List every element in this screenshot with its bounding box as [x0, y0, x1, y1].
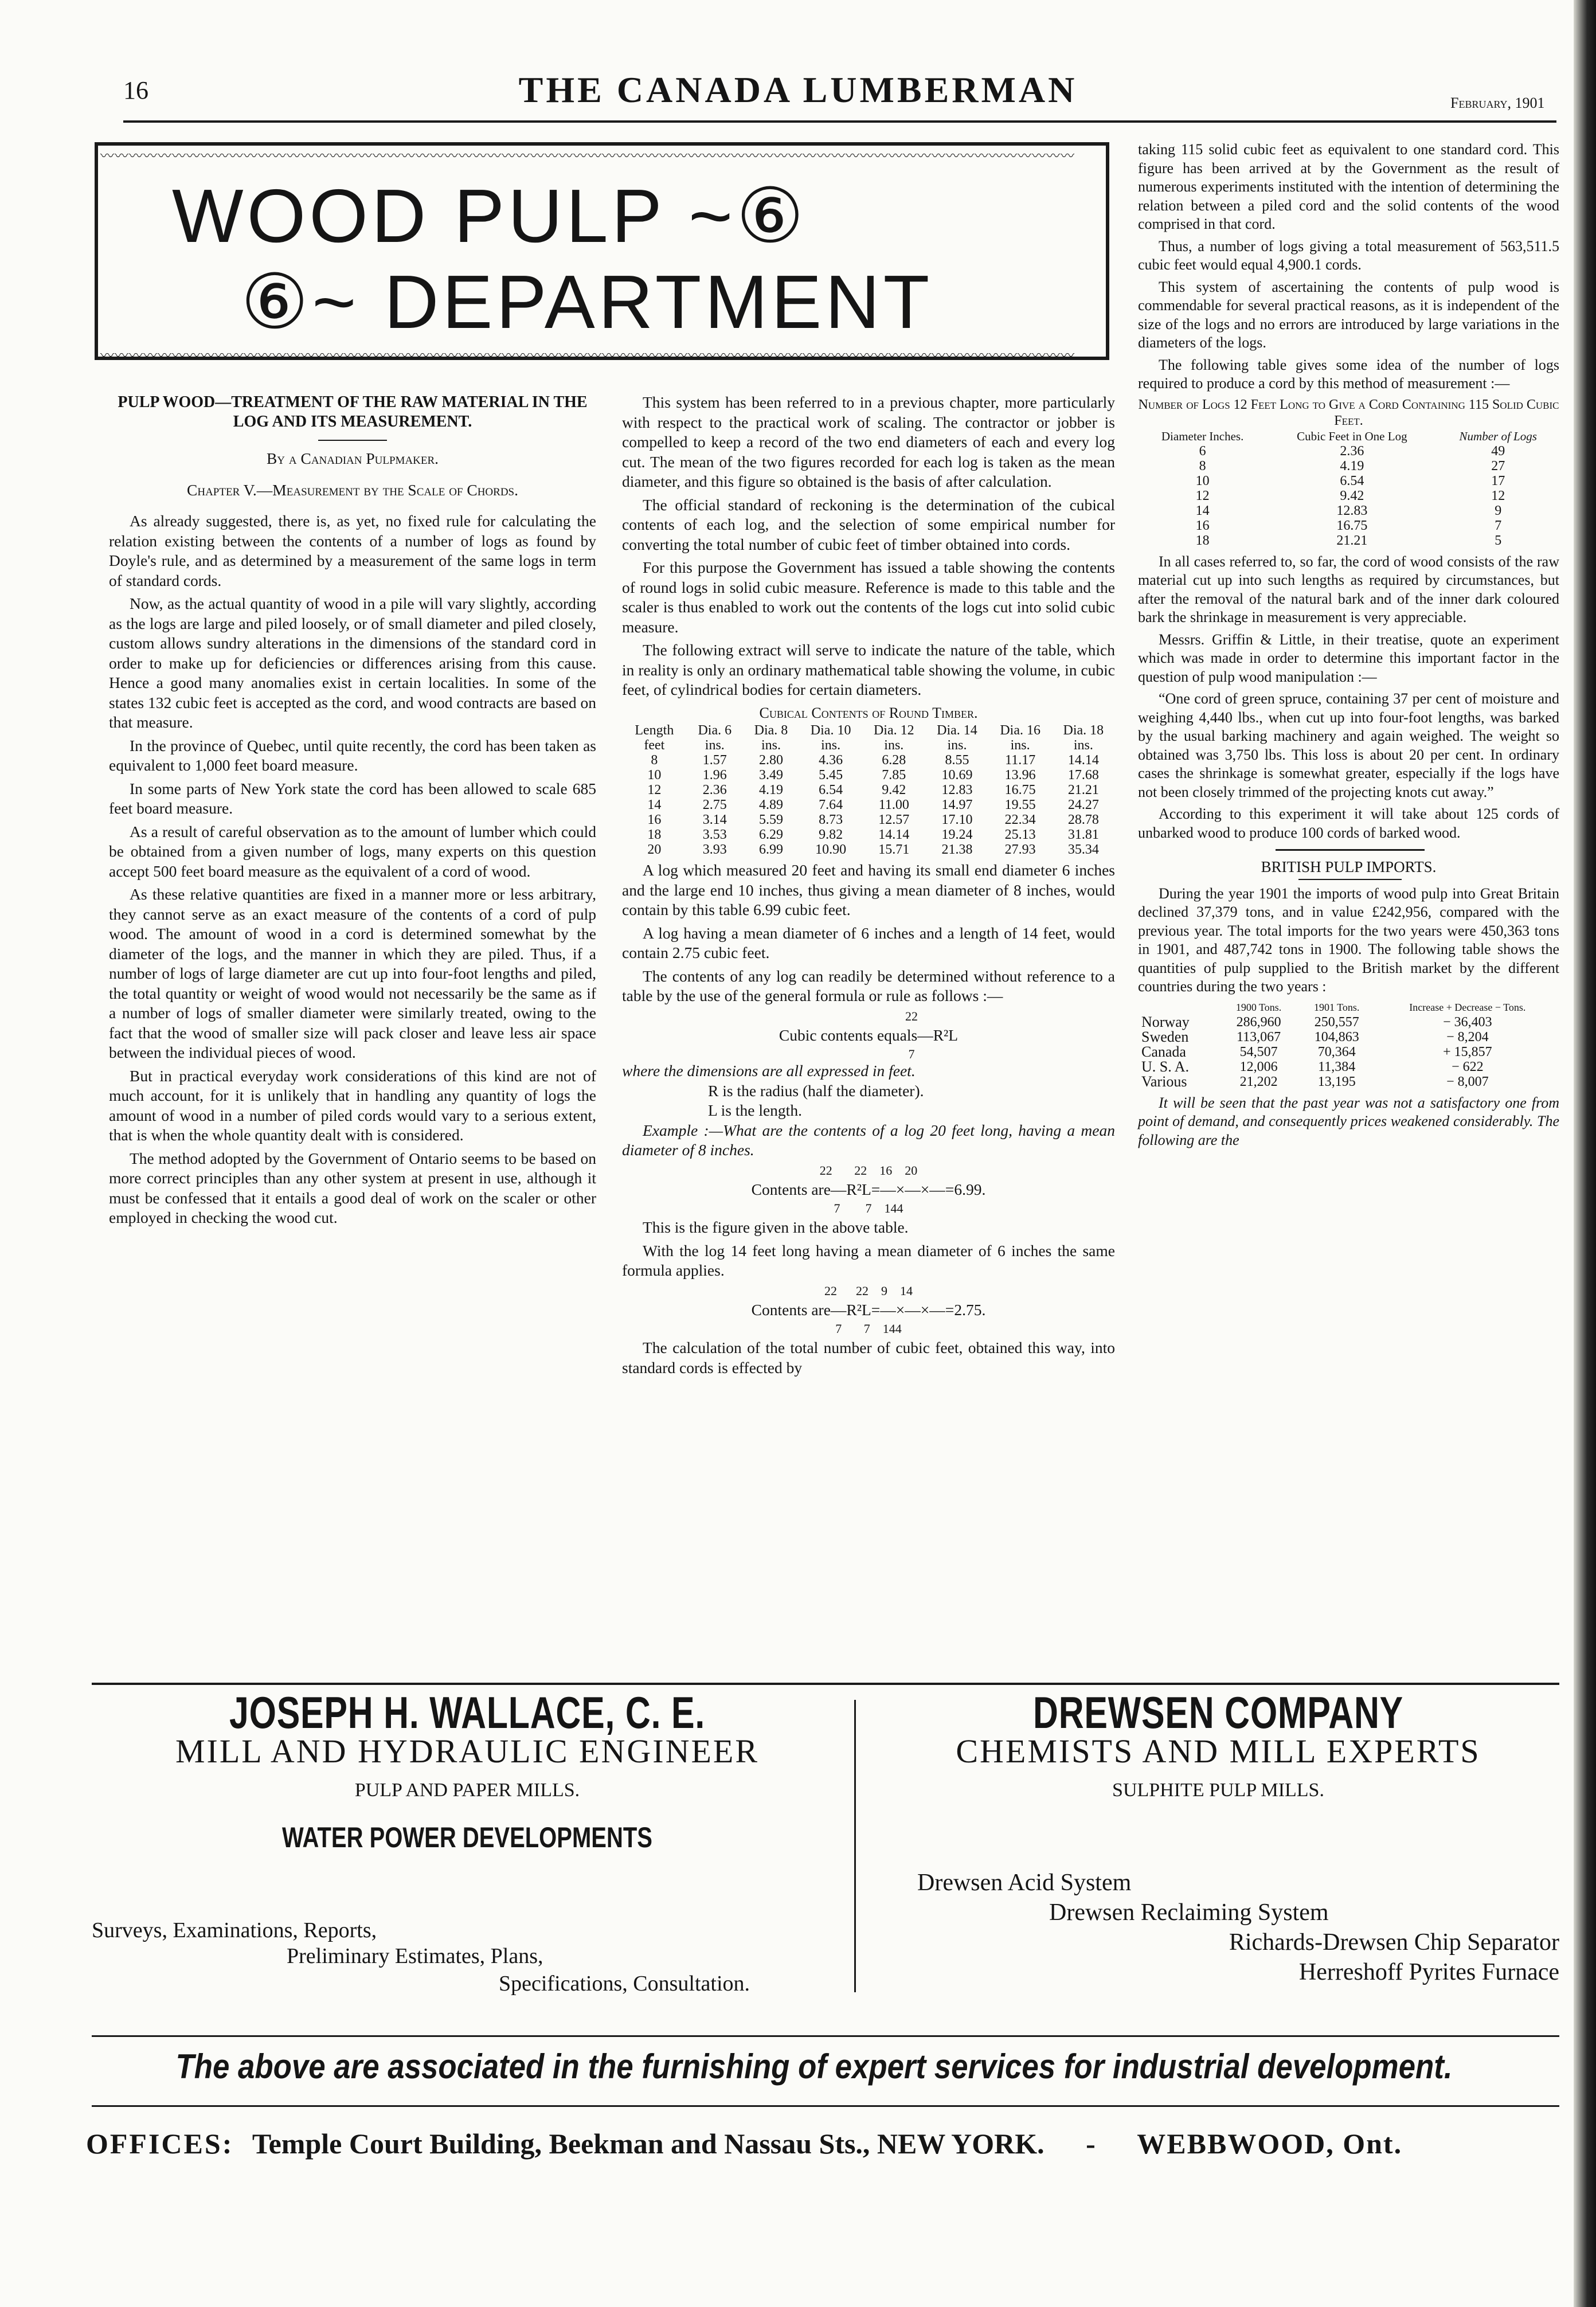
table-header: Dia. 8 ins. — [754, 723, 788, 753]
section-rule — [1276, 849, 1425, 851]
table-cell: U. S. A. — [1141, 1058, 1190, 1075]
table-cell: 12.83 — [1336, 503, 1368, 518]
tagline: The above are associated in the furnishing of expert services for industrial development. — [175, 2047, 1453, 2086]
table-row — [1138, 1045, 1559, 1059]
table-cell: 12.57 — [878, 812, 910, 827]
table-cell: 10.90 — [815, 842, 847, 857]
article-column-1 — [109, 393, 596, 1231]
paragraph: A log which measured 20 feet and having its small end diameter 6 inches and the large end 10 inches, thus giving a mean diameter of 8 inches, would contain by this table 6.99 cubic feet. — [622, 861, 1115, 918]
paragraph: Now, as the actual quantity of wood in a pile will vary slightly, according as the logs are large and piled loosely, or of small diameter and piled closely, custom allows sundry alterations in the dimensions of the standard cord in order to make up for deficiencies or differences arising from this cause. Hence a good many anomalies exist in certain localities. In some of the states 132 cubic feet is accepted as the cord, and wood contracts are based on that measure. — [109, 595, 596, 731]
table-cell: 18 — [1195, 533, 1210, 548]
table-row — [1138, 444, 1559, 459]
table-cell: − 622 — [1452, 1059, 1484, 1074]
paragraph: With the log 14 feet long having a mean diameter of 6 inches the same formula applies. — [622, 1241, 1115, 1279]
article-byline: By a Canadian Pulpmaker. — [266, 449, 439, 467]
table-header: Increase + Decrease − Tons. — [1409, 1001, 1526, 1013]
issue-date: February, 1901 — [1450, 95, 1545, 111]
paragraph: Thus, a number of logs giving a total measurement of 563,511.5 cubic feet would equal 4,900.1 cords. — [1138, 237, 1559, 273]
imports-table — [1138, 1000, 1559, 1089]
table-cell: Various — [1141, 1073, 1187, 1090]
paragraph: Messrs. Griffin & Little, in their treatise, quote an experiment which was made in order to determine this important factor in the question of pulp wood manipulation :— — [1138, 631, 1559, 685]
table-cell: 250,557 — [1314, 1014, 1359, 1030]
table-cell: 20 — [647, 842, 662, 857]
table-header: Dia. 12 ins. — [873, 723, 914, 753]
table-cell: 9 — [1495, 503, 1502, 518]
table-cell: 8 — [651, 753, 658, 768]
table-cell: 7 — [1495, 518, 1502, 533]
drewsen-service-2: Drewsen Reclaiming System — [1049, 1899, 1329, 1926]
table-row — [622, 753, 1115, 768]
table-cell: 4.19 — [1340, 458, 1364, 474]
table-header: Diameter Inches. — [1161, 429, 1244, 443]
table-cell: 6.29 — [758, 827, 783, 842]
paragraph: In some parts of New York state the cord has been allowed to scale 685 feet board measure. — [109, 779, 596, 817]
table-header: Dia. 16 ins. — [1000, 723, 1040, 753]
table-cell: 16.75 — [1004, 783, 1036, 797]
table-cell: 12 — [1491, 488, 1505, 503]
offices-separator: - — [1086, 2128, 1096, 2160]
table-row — [622, 768, 1115, 783]
banner-title-line1: WOOD PULP ~⑥ — [172, 174, 808, 258]
table-cell: 8.73 — [819, 812, 843, 827]
table-row — [622, 827, 1115, 842]
table-cell: 8.55 — [945, 753, 969, 768]
cubical-table-title: Cubical Contents of Round Timber. — [759, 704, 978, 721]
table-cell: 13.96 — [1004, 768, 1036, 783]
headline-rule — [318, 440, 387, 441]
paragraph: The following table gives some idea of the number of logs required to produce a cord by this method of measurement :— — [1138, 356, 1559, 392]
table-row — [622, 812, 1115, 827]
table-header: 1901 Tons. — [1313, 1001, 1360, 1013]
tagline-top-rule — [92, 2035, 1559, 2037]
paragraph: In all cases referred to, so far, the cord of wood consists of the raw material cut up into such lengths as required by circumstances, but after the removal of the natural bark and of the inner dark coloured bark the shrinkage in measurement is very appreciable. — [1138, 553, 1559, 625]
table-cell: 27.93 — [1004, 842, 1036, 857]
table-row — [1138, 533, 1559, 548]
table-cell: 16 — [1195, 518, 1210, 533]
table-cell: − 8,204 — [1446, 1029, 1489, 1045]
header-rule — [123, 120, 1556, 123]
formula-2-denominator: 7 7 144 — [834, 1201, 903, 1215]
table-cell: − 36,403 — [1443, 1014, 1492, 1030]
wallace-name: JOSEPH H. WALLACE, C. E. — [229, 1687, 706, 1738]
wallace-service-3: Specifications, Consultation. — [499, 1972, 750, 1996]
paragraph: This system of ascertaining the contents of pulp wood is commendable for several practical reasons, as it is independent of the size of the logs and no errors are introduced by large variations in the diameters of the logs. — [1138, 278, 1559, 351]
wallace-advertisement — [86, 1687, 848, 2001]
table-header: Length feet — [635, 723, 674, 753]
article-column-2 — [622, 393, 1115, 1381]
paragraph: “One cord of green spruce, containing 37 per cent of moisture and weighing 4,440 lbs., when cut up into four-foot lengths, was barked by the usual barking machinery and again weighed. The weight so obtained was 3,750 lbs. This loss is about 20 per cent. In ordinary cases the shrinkage is somewhat greater, especially if the logs have not been closely trimmed of the projecting knots cut away.” — [1138, 690, 1559, 800]
table-header — [1138, 1000, 1220, 1015]
paragraph: The calculation of the total number of cubic feet, obtained this way, into standard cords is effected by — [622, 1339, 1115, 1377]
table-cell: 16 — [647, 812, 662, 827]
formula-l-definition: L is the length. — [708, 1101, 802, 1119]
table-cell: 11,384 — [1318, 1059, 1356, 1074]
table-cell: 21.21 — [1336, 533, 1368, 548]
drewsen-subtitle: SULPHITE PULP MILLS. — [1112, 1780, 1324, 1801]
table-cell: 3.49 — [758, 768, 783, 783]
table-cell: 17 — [1491, 473, 1505, 488]
drewsen-service-1: Drewsen Acid System — [917, 1870, 1132, 1896]
table-header: 1900 Tons. — [1235, 1001, 1282, 1013]
table-cell: 6.99 — [758, 842, 783, 857]
article-column-3 — [1138, 140, 1559, 1153]
table-cell: 11.17 — [1005, 753, 1036, 768]
table-cell: 6.54 — [819, 783, 843, 797]
table-cell: 3.93 — [702, 842, 727, 857]
table-row — [1138, 503, 1559, 518]
table-cell: 5.59 — [758, 812, 783, 827]
banner-ornament-top: 〰〰〰〰〰〰〰〰〰〰〰〰〰〰〰〰〰〰〰〰〰〰〰〰〰〰〰〰〰〰〰〰〰〰〰〰〰〰〰〰〰〰〰〰〰〰〰〰〰〰〰〰〰〰〰〰〰〰〰〰〰〰〰〰〰〰〰〰 — [100, 149, 1075, 164]
table-cell: 15.71 — [878, 842, 910, 857]
table-cell: 17.68 — [1067, 768, 1099, 783]
table-row — [1138, 1030, 1559, 1045]
table-cell: 19.24 — [941, 827, 973, 842]
table-cell: 25.13 — [1004, 827, 1036, 842]
paragraph: It will be seen that the past year was not a satisfactory one from point of demand, and consequently prices weakened considerably. The following are the — [1138, 1094, 1559, 1148]
table-cell: 12 — [1195, 488, 1210, 503]
table-cell: 70,364 — [1317, 1044, 1356, 1059]
imports-headline: BRITISH PULP IMPORTS. — [1261, 858, 1437, 875]
table-header: Dia. 14 ins. — [937, 723, 977, 753]
table-cell: 4.89 — [758, 797, 783, 812]
chapter-heading: Chapter V.—Measurement by the Scale of Chords. — [187, 480, 518, 499]
table-cell: 24.27 — [1067, 797, 1099, 812]
paragraph: According to this experiment it will take about 125 cords of unbarked wood to produce 100 cords of barked wood. — [1138, 806, 1559, 841]
table-cell: 7.85 — [882, 768, 906, 783]
drewsen-service-3: Richards-Drewsen Chip Separator — [1229, 1929, 1559, 1956]
formula-where: where the dimensions are all expressed in feet. — [622, 1062, 916, 1080]
table-cell: 7.64 — [819, 797, 843, 812]
table-cell: 49 — [1491, 443, 1505, 459]
table-cell: 21.21 — [1067, 783, 1099, 797]
binding-edge — [1574, 0, 1596, 2307]
paragraph: But in practical everyday work considerations of this kind are not of much account, for it is unlikely that in handling any quantity of logs the amount of wood in a number of piled cords would vary to a serious extent, that is when the whole quantity dealt with is considered. — [109, 1066, 596, 1144]
ads-vertical-divider — [854, 1700, 856, 1992]
article-headline: PULP WOOD—TREATMENT OF THE RAW MATERIAL IN THE LOG AND ITS MEASUREMENT. — [118, 393, 588, 431]
formula-2-numerator: 22 22 16 20 — [819, 1163, 918, 1178]
table-cell: 31.81 — [1067, 827, 1099, 842]
paragraph: As a result of careful observation as to the amount of lumber which could be obtained from a given number of logs, many experts on this question accept 500 feet board measure as the equivalent of a cord of wood. — [109, 822, 596, 880]
table-cell: 104,863 — [1314, 1029, 1359, 1045]
table-cell: Canada — [1141, 1043, 1186, 1060]
table-header: Dia. 10 ins. — [810, 723, 851, 753]
table-cell: 2.36 — [1340, 443, 1364, 459]
table-row — [1138, 1015, 1559, 1030]
ads-top-rule — [92, 1683, 1559, 1685]
table-row — [622, 842, 1115, 857]
table-row — [622, 797, 1115, 812]
drewsen-advertisement — [871, 1687, 1565, 2001]
table-cell: 3.14 — [702, 812, 727, 827]
table-cell: 2.36 — [702, 783, 727, 797]
logs-table-title: Number of Logs 12 Feet Long to Give a Cord Containing 115 Solid Cubic Feet. — [1138, 397, 1559, 428]
offices-address: Temple Court Building, Beekman and Nassau Sts., NEW YORK. — [252, 2128, 1045, 2160]
table-cell: 19.55 — [1004, 797, 1036, 812]
cubical-contents-table — [622, 723, 1115, 857]
table-cell: 18 — [647, 827, 662, 842]
table-cell: 14 — [647, 797, 662, 812]
table-cell: 21,202 — [1239, 1074, 1278, 1089]
table-row — [1138, 518, 1559, 533]
table-cell: 11.00 — [878, 797, 909, 812]
table-row — [622, 783, 1115, 797]
table-cell: + 15,857 — [1443, 1044, 1492, 1059]
publication-title: THE CANADA LUMBERMAN — [518, 69, 1078, 110]
table-row — [1138, 1074, 1559, 1089]
banner-ornament-bottom: 〰〰〰〰〰〰〰〰〰〰〰〰〰〰〰〰〰〰〰〰〰〰〰〰〰〰〰〰〰〰〰〰〰〰〰〰〰〰〰〰〰〰〰〰〰〰〰〰〰〰〰〰〰〰〰〰〰〰〰〰〰〰〰〰〰〰〰〰 — [100, 349, 1075, 363]
table-cell: 6.28 — [882, 753, 906, 768]
formula-3-denominator: 7 7 144 — [835, 1321, 902, 1336]
offices-label: OFFICES: — [86, 2128, 234, 2160]
headline-underline — [1298, 879, 1402, 880]
table-cell: 14.97 — [941, 797, 973, 812]
formula-3-numerator: 22 22 9 14 — [824, 1283, 913, 1298]
wallace-title: MILL AND HYDRAULIC ENGINEER — [175, 1733, 760, 1770]
formula-2: Contents are—R²L=—×—×—=6.99. — [751, 1180, 986, 1198]
table-cell: 54,507 — [1239, 1044, 1278, 1059]
table-cell: 2.80 — [758, 753, 783, 768]
wallace-service-2: Preliminary Estimates, Plans, — [287, 1944, 543, 1968]
table-row — [1138, 1059, 1559, 1074]
table-cell: 1.96 — [702, 768, 727, 783]
paragraph: This is the figure given in the above table. — [643, 1218, 909, 1236]
paragraph: The method adopted by the Government of Ontario seems to be based on more correct principles than any other system at present in use, although it must be confessed that it entails a good deal of work on the scaler or other employed in checking the wood cut. — [109, 1149, 596, 1226]
table-cell: 14.14 — [878, 827, 910, 842]
paragraph: The contents of any log can readily be determined without reference to a table by the use of the general formula or rule as follows :— — [622, 967, 1115, 1004]
table-cell: 12.83 — [941, 783, 973, 797]
formula-1: Cubic contents equals—R²L — [779, 1026, 959, 1044]
formula-r-definition: R is the radius (half the diameter). — [708, 1081, 924, 1100]
table-cell: 35.34 — [1067, 842, 1099, 857]
drewsen-service-4: Herreshoff Pyrites Furnace — [1298, 1959, 1559, 1985]
table-cell: 5.45 — [819, 768, 843, 783]
offices-city: WEBBWOOD, Ont. — [1137, 2128, 1403, 2160]
table-header: Number of Logs — [1459, 429, 1537, 443]
formula-1-denominator: 7 — [908, 1047, 915, 1061]
table-cell: 4.19 — [758, 783, 783, 797]
paragraph: This system has been referred to in a previous chapter, more particularly with respect to the practical work of scaling. The contractor or jobber is compelled to keep a record of the two end diameters of each and every log cut. The mean of the two figures recorded for each log is taken as the mean diameter, and this figure so obtained is the basis of after calculation. — [622, 393, 1115, 490]
table-cell: 13,195 — [1317, 1074, 1356, 1089]
table-header: Dia. 6 ins. — [698, 723, 732, 753]
wallace-water-power: WATER POWER DEVELOPMENTS — [282, 1821, 652, 1854]
paragraph: As these relative quantities are fixed in a manner more or less arbitrary, they cannot serve as an exact measure of the contents of a cord of pulp wood. The amount of wood in a cord is determined somewhat by the diameter of the logs, and the manner in which they are piled. Thus, if a number of logs of large diameter are cut up into four-foot lengths and piled, the total quantity or weight of wood would not necessarily be the same as if a number of logs of smaller diameter were similarly treated, owing to the fact that the wood of smaller size will pack closer and leave less air space between the individual pieces of wood. — [109, 885, 596, 1061]
drewsen-name: DREWSEN COMPANY — [1032, 1687, 1404, 1738]
table-cell: Norway — [1141, 1013, 1190, 1030]
paragraph: taking 115 solid cubic feet as equivalent to one standard cord. This figure has been arrived at by the Government as the result of numerous experiments instituted with the intention of determining the relation between a piled cord and the solid contents of the wood comprised in that cord. — [1138, 141, 1559, 232]
paragraph: For this purpose the Government has issued a table showing the contents of round logs in solid cubic measure. Reference is made to this table and the scaler is thus enabled to work out the contents of the logs cut into solid cubic measure. — [622, 558, 1115, 636]
drewsen-title: CHEMISTS AND MILL EXPERTS — [956, 1733, 1481, 1770]
banner-title-line2: ⑥~ DEPARTMENT — [241, 260, 933, 344]
table-row — [1138, 459, 1559, 474]
offices-line — [86, 2127, 1565, 2160]
table-cell: 12,006 — [1239, 1059, 1278, 1074]
paragraph: A log having a mean diameter of 6 inches and a length of 14 feet, would contain 2.75 cubic feet. — [622, 924, 1115, 961]
table-cell: 10 — [647, 768, 662, 783]
wallace-service-1: Surveys, Examinations, Reports, — [92, 1918, 377, 1942]
paragraph: The official standard of reckoning is the determination of the cubical contents of each log, and the selection of some empirical number for converting the total number of cubic feet of timber obtained into cords. — [622, 495, 1115, 553]
paragraph: As already suggested, there is, as yet, no fixed rule for calculating the relation existing between the contents of a number of logs as found by Doyle's rule, and as determined by a measurement of the same logs in term of standard cords. — [109, 512, 596, 589]
table-cell: 10.69 — [941, 768, 973, 783]
formula-3: Contents are—R²L=—×—×—=2.75. — [751, 1300, 986, 1319]
logs-per-cord-table — [1138, 429, 1559, 548]
table-cell: 9.42 — [1340, 488, 1364, 503]
paragraph: The following extract will serve to indicate the nature of the table, which in reality is only an ordinary mathematical table showing the volume, in cubic feet, of cylindrical bodies for certain diameters. — [622, 641, 1115, 698]
paragraph: Example :—What are the contents of a log 20 feet long, having a mean diameter of 8 inches. — [622, 1121, 1115, 1159]
tagline-bottom-rule — [92, 2105, 1559, 2107]
table-cell: 286,960 — [1236, 1014, 1281, 1030]
table-header: Cubic Feet in One Log — [1297, 429, 1407, 443]
table-cell: 27 — [1491, 458, 1505, 474]
table-cell: 6 — [1199, 443, 1206, 459]
table-cell: 4.36 — [819, 753, 843, 768]
table-cell: 2.75 — [702, 797, 727, 812]
table-cell: 22.34 — [1004, 812, 1036, 827]
table-row — [1138, 474, 1559, 488]
table-cell: 12 — [647, 783, 662, 797]
table-header: Dia. 18 ins. — [1063, 723, 1104, 753]
table-cell: 21.38 — [941, 842, 973, 857]
formula-1-numerator: 22 — [905, 1008, 918, 1023]
table-cell: 6.54 — [1340, 473, 1364, 488]
table-row — [1138, 488, 1559, 503]
table-cell: − 8,007 — [1446, 1074, 1489, 1089]
table-cell: 3.53 — [702, 827, 727, 842]
table-cell: 14 — [1195, 503, 1210, 518]
table-cell: 9.82 — [819, 827, 843, 842]
table-cell: 113,067 — [1237, 1029, 1281, 1045]
table-cell: 16.75 — [1336, 518, 1368, 533]
table-cell: 5 — [1495, 533, 1502, 548]
table-cell: 8 — [1199, 458, 1206, 474]
table-cell: 9.42 — [882, 783, 906, 797]
table-cell: Sweden — [1141, 1028, 1189, 1045]
table-cell: 10 — [1195, 473, 1210, 488]
table-cell: 14.14 — [1067, 753, 1099, 768]
page-number: 16 — [123, 76, 148, 104]
table-cell: 28.78 — [1067, 812, 1099, 827]
wallace-subtitle: PULP AND PAPER MILLS. — [354, 1780, 580, 1801]
paragraph: During the year 1901 the imports of wood pulp into Great Britain declined 37,379 tons, and in value £242,956, compared with the previous year. The total imports for the two years were 450,363 tons in 1901, and 487,742 tons in 1900. The following table shows the quantities of pulp supplied to the British market by the different countries during the two years : — [1138, 885, 1559, 995]
table-cell: 17.10 — [941, 812, 973, 827]
paragraph: In the province of Quebec, until quite recently, the cord has been taken as equivalent to 1,000 feet board measure. — [109, 736, 596, 774]
table-cell: 1.57 — [702, 753, 727, 768]
